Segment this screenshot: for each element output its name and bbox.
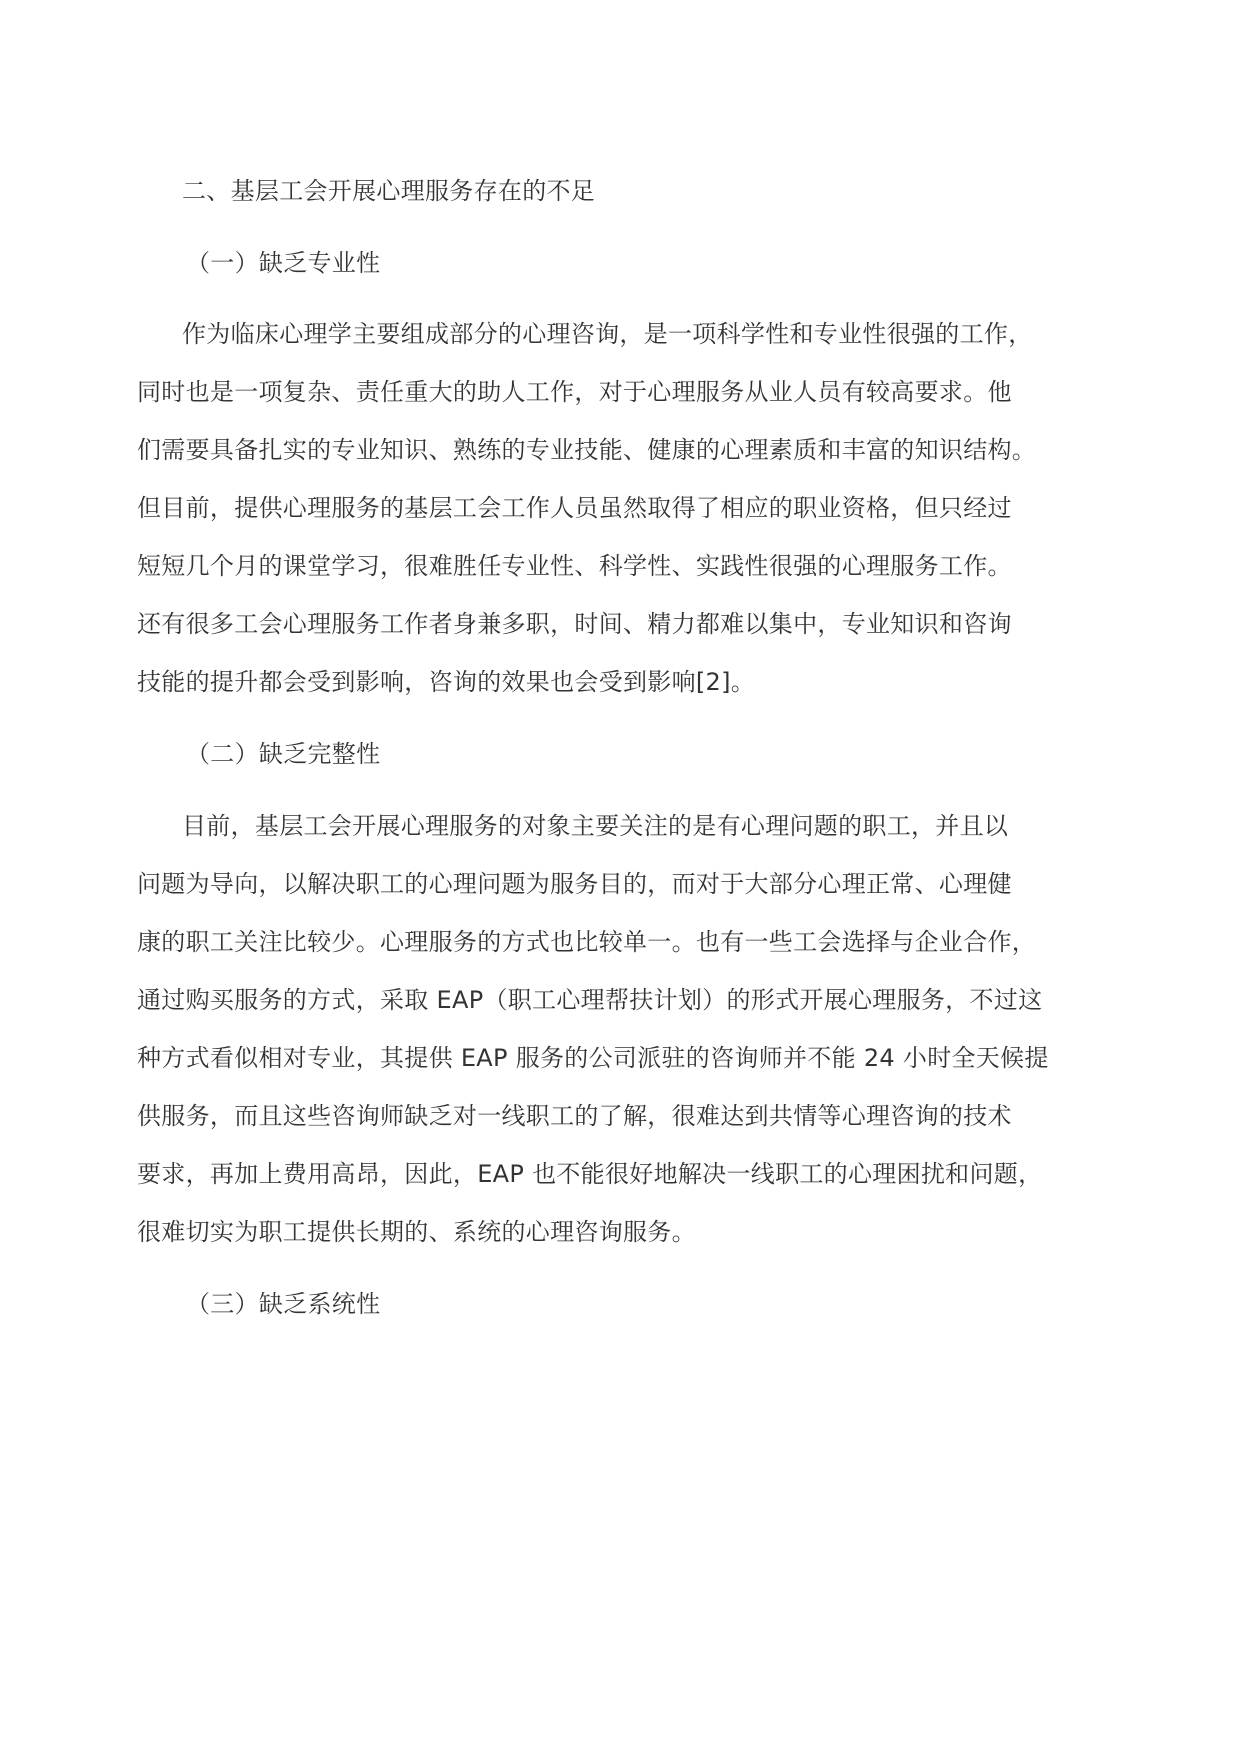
paragraph-line: 目前，基层工会开展心理服务的对象主要关注的是有心理问题的职工，并且以	[182, 812, 1009, 840]
paragraph-line: 种方式看似相对专业，其提供 EAP 服务的公司派驻的咨询师并不能 24 小时全天候提	[137, 1044, 1049, 1072]
paragraph-line: 作为临床心理学主要组成部分的心理咨询，是一项科学性和专业性很强的工作，	[182, 320, 1033, 348]
paragraph-line: 供服务，而且这些咨询师缺乏对一线职工的了解，很难达到共情等心理咨询的技术	[137, 1102, 1012, 1130]
paragraph-line: 要求，再加上费用高昂，因此，EAP 也不能很好地解决一线职工的心理困扰和问题，	[137, 1160, 1043, 1188]
paragraph-line: 康的职工关注比较少。心理服务的方式也比较单一。也有一些工会选择与企业合作，	[137, 928, 1037, 956]
paragraph-line: 通过购买服务的方式，采取 EAP（职工心理帮扶计划）的形式开展心理服务，不过这	[137, 986, 1043, 1014]
section-heading: 二、基层工会开展心理服务存在的不足	[182, 177, 596, 205]
subsection-heading-1: （一）缺乏专业性	[186, 249, 381, 277]
subsection-heading-2: （二）缺乏完整性	[186, 740, 381, 768]
paragraph-line: 们需要具备扎实的专业知识、熟练的专业技能、健康的心理素质和丰富的知识结构。	[137, 436, 1037, 464]
paragraph-line: 问题为导向，以解决职工的心理问题为服务目的，而对于大部分心理正常、心理健	[137, 870, 1012, 898]
paragraph-line: 技能的提升都会受到影响，咨询的效果也会受到影响[2]。	[137, 668, 756, 696]
paragraph-line: 但目前，提供心理服务的基层工会工作人员虽然取得了相应的职业资格，但只经过	[137, 494, 1012, 522]
paragraph-line: 短短几个月的课堂学习，很难胜任专业性、科学性、实践性很强的心理服务工作。	[137, 552, 1012, 580]
paragraph-line: 同时也是一项复杂、责任重大的助人工作，对于心理服务从业人员有较高要求。他	[137, 378, 1012, 406]
paragraph-line: 还有很多工会心理服务工作者身兼多职，时间、精力都难以集中，专业知识和咨询	[137, 610, 1012, 638]
paragraph-line: 很难切实为职工提供长期的、系统的心理咨询服务。	[137, 1218, 696, 1246]
subsection-heading-3: （三）缺乏系统性	[186, 1290, 381, 1318]
